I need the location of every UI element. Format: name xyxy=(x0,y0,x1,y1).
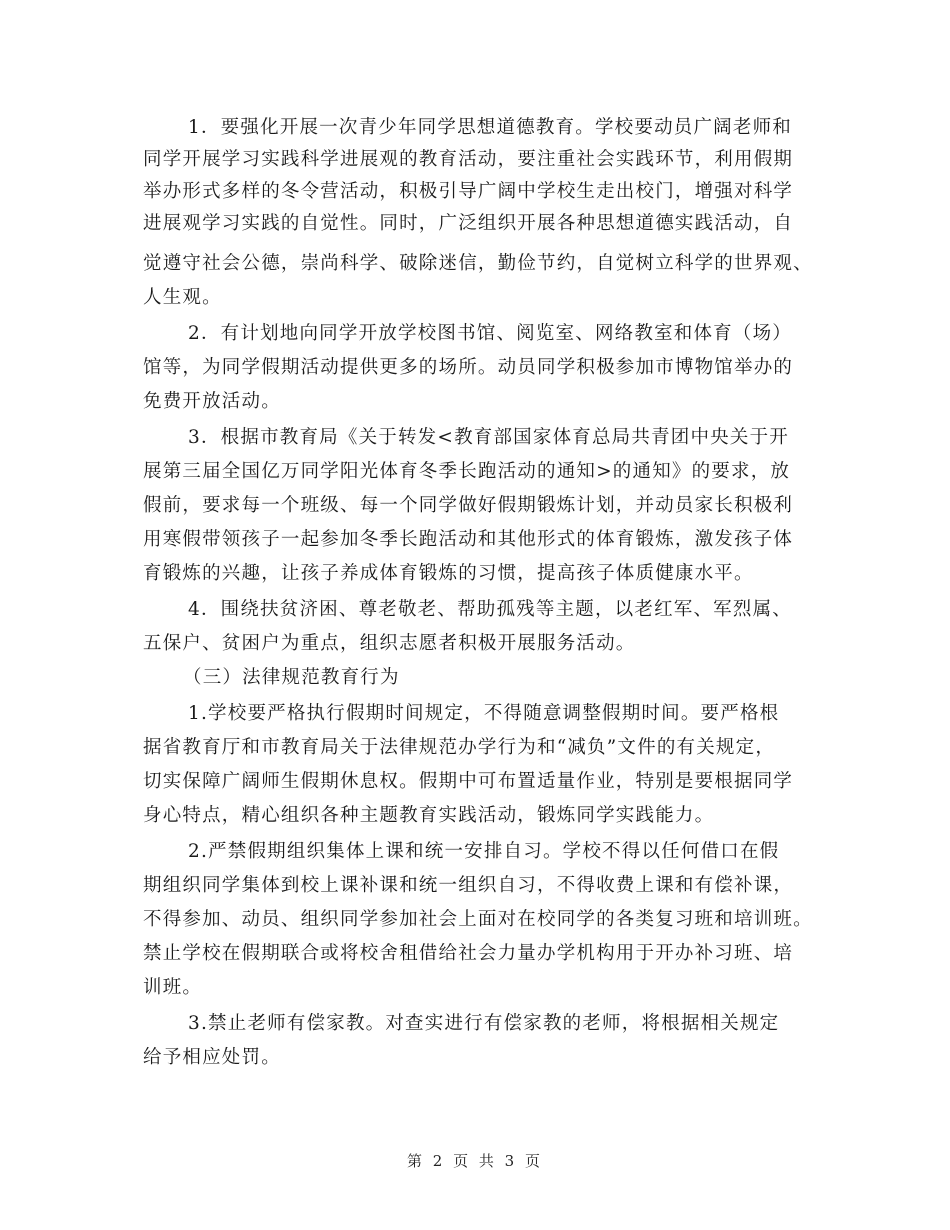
text-line: 展第三届全国亿万同学阳光体育冬季长跑活动的通知>的通知》的要求，放 xyxy=(143,461,791,482)
text-line: 切实保障广阔师生假期休息权。假期中可布置适量作业，特别是要根据同学 xyxy=(143,771,794,792)
page-number-footer: 第 2 页 共 3 页 xyxy=(407,1152,543,1170)
text-line: 进展观学习实践的自觉性。同时，广泛组织开展各种思想道德实践活动，自 xyxy=(143,213,794,234)
text-line: 觉遵守社会公德，崇尚科学、破除迷信，勤俭节约，自觉树立科学的世界观、 xyxy=(143,253,813,274)
text-line: 期组织同学集体到校上课补课和统一组织自习，不得收费上课和有偿补课， xyxy=(143,875,794,896)
text-line: 据省教育厅和市教育局关于法律规范办学行为和“减负”文件的有关规定， xyxy=(143,737,776,758)
text-line: 人生观。 xyxy=(143,287,222,308)
text-line: 2.严禁假期组织集体上课和统一安排自习。学校不得以任何借口在假 xyxy=(188,841,780,862)
text-line: 身心特点，精心组织各种主题教育实践活动，锻炼同学实践能力。 xyxy=(143,805,715,826)
text-line: 育锻炼的兴趣，让孩子养成体育锻炼的习惯，提高孩子体质健康水平。 xyxy=(143,563,754,584)
text-line: 1.学校要严格执行假期时间规定，不得随意调整假期时间。要严格根 xyxy=(188,703,780,724)
text-line: 举办形式多样的冬令营活动，积极引导广阔中学校生走出校门，增强对科学 xyxy=(143,181,794,202)
text-line: 禁止学校在假期联合或将校舍租借给社会力量办学机构用于开办补习班、培 xyxy=(143,943,794,964)
text-line: 4．围绕扶贫济困、尊老敬老、帮助孤残等主题，以老红军、军烈属、 xyxy=(188,599,792,620)
text-line: 2．有计划地向同学开放学校图书馆、阅览室、网络教室和体育（场） xyxy=(188,323,792,344)
text-line: 假前，要求每一个班级、每一个同学做好假期锻炼计划，并动员家长积极利 xyxy=(143,495,794,516)
text-line: 五保户、贫困户为重点，组织志愿者积极开展服务活动。 xyxy=(143,633,636,654)
text-line: 给予相应处罚。 xyxy=(143,1047,281,1068)
text-line: 3.禁止老师有偿家教。对查实进行有偿家教的老师，将根据相关规定 xyxy=(188,1013,780,1034)
text-line: 馆等，为同学假期活动提供更多的场所。动员同学积极参加市博物馆举办的 xyxy=(143,357,794,378)
text-line: 用寒假带领孩子一起参加冬季长跑活动和其他形式的体育锻炼，激发孩子体 xyxy=(143,529,794,550)
text-line: 同学开展学习实践科学进展观的教育活动，要注重社会实践环节，利用假期 xyxy=(143,149,794,170)
section-heading: （三）法律规范教育行为 xyxy=(183,667,400,688)
text-line: 训班。 xyxy=(143,977,203,998)
text-line: 免费开放活动。 xyxy=(143,391,281,412)
text-line: 不得参加、动员、组织同学参加社会上面对在校同学的各类复习班和培训班。 xyxy=(143,909,813,930)
text-line: 1．要强化开展一次青少年同学思想道德教育。学校要动员广阔老师和 xyxy=(188,117,792,138)
text-line: 3．根据市教育局《关于转发<教育部国家体育总局共青团中央关于开 xyxy=(188,427,789,448)
